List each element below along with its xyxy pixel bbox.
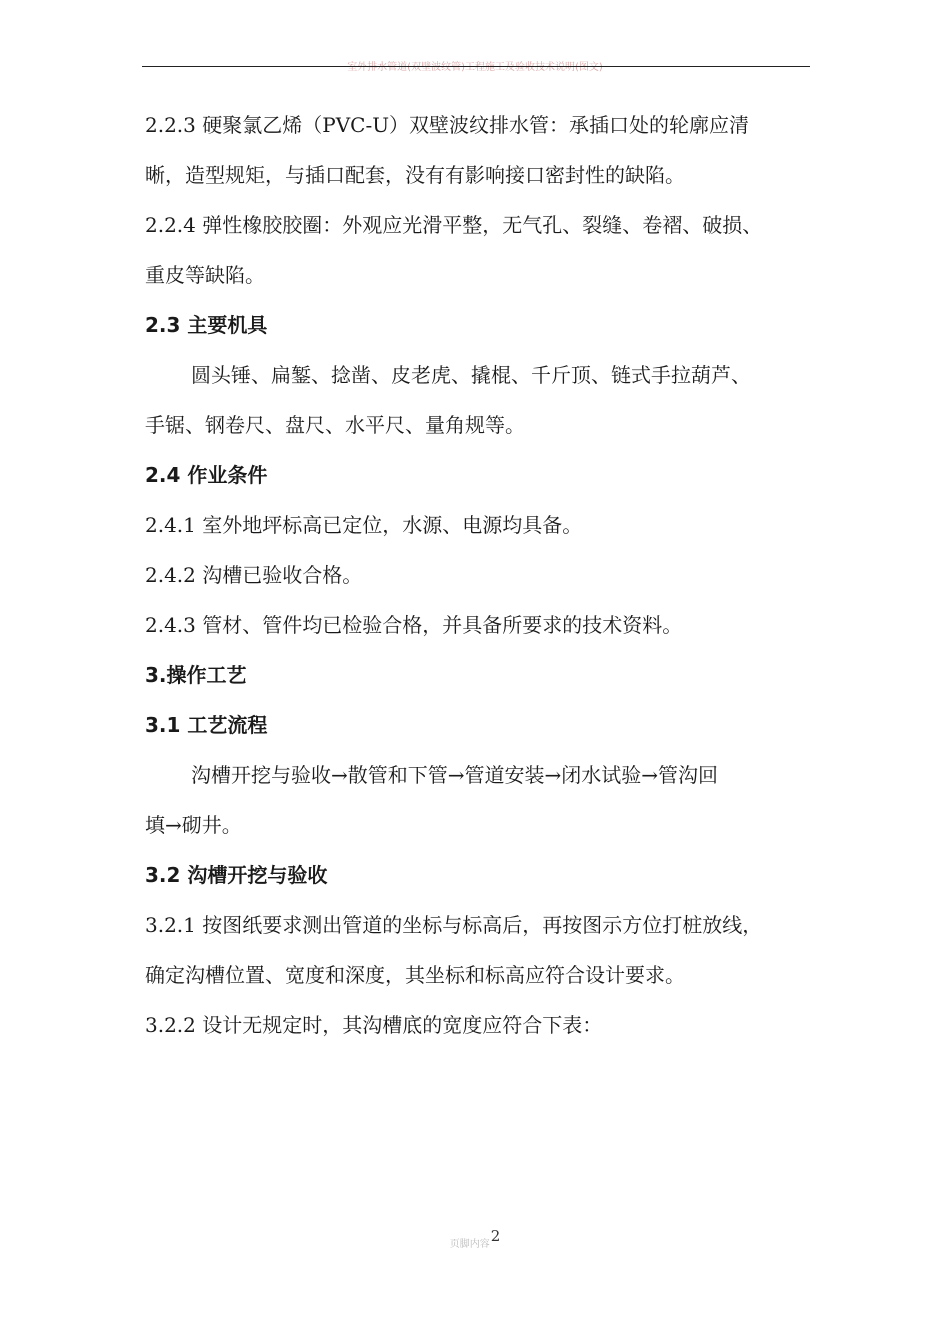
footer-label: 页脚内容	[449, 1239, 490, 1250]
paragraph-2-2-4-line-2: 重皮等缺陷。	[145, 263, 265, 287]
heading-2-4: 2.4 作业条件	[145, 463, 268, 487]
document-body	[145, 100, 825, 1050]
paragraph-tools-line-2: 手锯、钢卷尺、盘尺、水平尺、量角规等。	[145, 413, 525, 437]
paragraph-3-2-1-line-1: 3.2.1 按图纸要求测出管道的坐标与标高后，再按图示方位打桩放线，	[145, 913, 763, 937]
paragraph-flow-line-1: 沟槽开挖与验收→散管和下管→管道安装→闭水试验→管沟回	[191, 763, 719, 787]
paragraph-2-2-4-line-1: 2.2.4 弹性橡胶胶圈：外观应光滑平整，无气孔、裂缝、卷褶、破损、	[145, 213, 763, 237]
paragraph-flow-line-2: 填→砌井。	[145, 813, 242, 837]
heading-3-1: 3.1 工艺流程	[145, 713, 268, 737]
paragraph-tools-line-1: 圆头锤、扁錾、捻凿、皮老虎、撬棍、千斤顶、链式手拉葫芦、	[191, 363, 751, 387]
paragraph-2-2-3-line-1: 2.2.3 硬聚氯乙烯（PVC-U）双壁波纹排水管：承插口处的轮廓应清	[145, 113, 750, 137]
page-footer	[0, 1227, 950, 1251]
header-divider	[142, 66, 810, 67]
paragraph-3-2-2: 3.2.2 设计无规定时，其沟槽底的宽度应符合下表：	[145, 1013, 603, 1037]
page-header-title: 室外排水管道(双壁波纹管)工程施工及验收技术说明(图文)	[347, 62, 603, 73]
paragraph-2-4-3: 2.4.3 管材、管件均已检验合格，并具备所要求的技术资料。	[145, 613, 683, 637]
heading-3: 3.操作工艺	[145, 663, 247, 687]
paragraph-2-4-1: 2.4.1 室外地坪标高已定位，水源、电源均具备。	[145, 513, 583, 537]
paragraph-3-2-1-line-2: 确定沟槽位置、宽度和深度，其坐标和标高应符合设计要求。	[145, 963, 685, 987]
paragraph-2-2-3-line-2: 晰，造型规矩，与插口配套，没有有影响接口密封性的缺陷。	[145, 163, 685, 187]
heading-2-3: 2.3 主要机具	[145, 313, 268, 337]
heading-3-2: 3.2 沟槽开挖与验收	[145, 863, 328, 887]
paragraph-2-4-2: 2.4.2 沟槽已验收合格。	[145, 563, 363, 587]
page-number: 2	[490, 1227, 501, 1245]
